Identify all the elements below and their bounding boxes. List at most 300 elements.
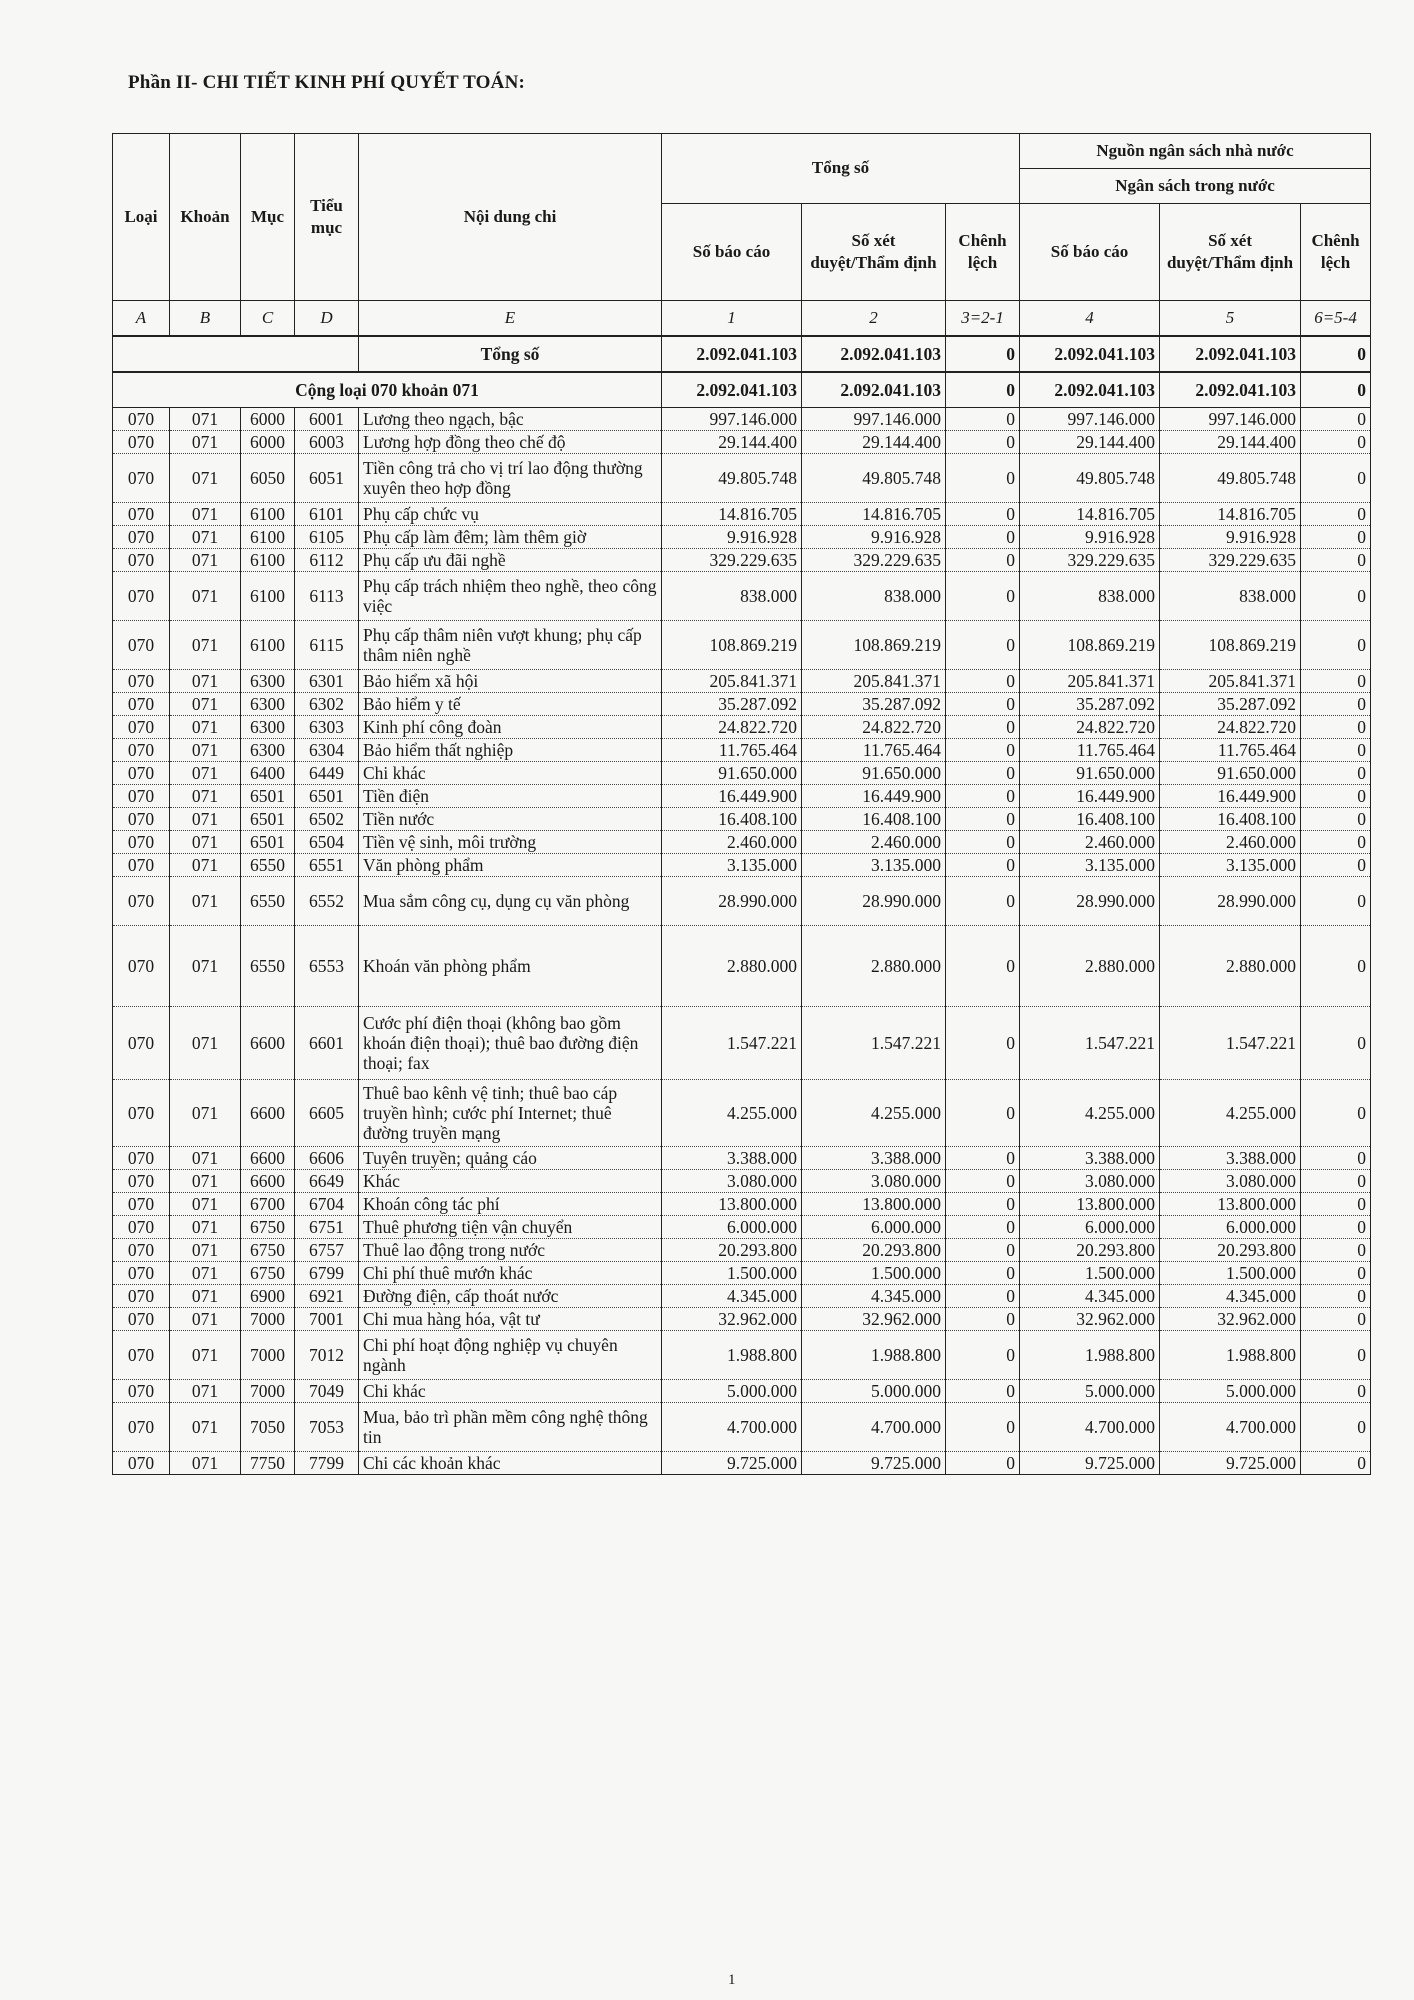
chenh-lech-cell: 0 bbox=[946, 1452, 1020, 1475]
so-bao-cao-cell: 3.080.000 bbox=[662, 1170, 802, 1193]
muc-cell: 7750 bbox=[241, 1452, 295, 1475]
so-bao-cao-cell: 4.255.000 bbox=[662, 1080, 802, 1147]
table-row bbox=[113, 1262, 1371, 1285]
tieu-muc-cell: 6003 bbox=[295, 431, 359, 454]
table-row bbox=[113, 693, 1371, 716]
subtotal-value: 0 bbox=[946, 372, 1020, 408]
chenh-lech-cell: 0 bbox=[946, 1331, 1020, 1380]
noi-dung-cell: Chi mua hàng hóa, vật tư bbox=[359, 1308, 662, 1331]
ns-so-xet-duyet-cell: 1.547.221 bbox=[1160, 1007, 1301, 1080]
ns-chenh-lech-cell: 0 bbox=[1301, 1216, 1371, 1239]
ns-chenh-lech-cell: 0 bbox=[1301, 716, 1371, 739]
muc-cell: 6550 bbox=[241, 877, 295, 926]
so-xet-duyet-cell: 4.345.000 bbox=[802, 1285, 946, 1308]
muc-cell: 6550 bbox=[241, 926, 295, 1007]
chenh-lech-cell: 0 bbox=[946, 454, 1020, 503]
ns-so-xet-duyet-cell: 1.500.000 bbox=[1160, 1262, 1301, 1285]
ns-so-bao-cao-cell: 3.388.000 bbox=[1020, 1147, 1160, 1170]
so-xet-duyet-cell: 205.841.371 bbox=[802, 670, 946, 693]
column-index: 5 bbox=[1160, 301, 1301, 337]
chenh-lech-cell: 0 bbox=[946, 572, 1020, 621]
so-xet-duyet-cell: 1.547.221 bbox=[802, 1007, 946, 1080]
ns-so-xet-duyet-cell: 5.000.000 bbox=[1160, 1380, 1301, 1403]
khoan-cell: 071 bbox=[170, 621, 241, 670]
ns-so-xet-duyet-cell: 11.765.464 bbox=[1160, 739, 1301, 762]
loai-cell: 070 bbox=[113, 1403, 170, 1452]
chenh-lech-cell: 0 bbox=[946, 1007, 1020, 1080]
column-index: 6=5-4 bbox=[1301, 301, 1371, 337]
noi-dung-cell: Lương theo ngạch, bậc bbox=[359, 408, 662, 431]
noi-dung-cell: Phụ cấp thâm niên vượt khung; phụ cấp thâm niên nghề bbox=[359, 621, 662, 670]
so-xet-duyet-cell: 20.293.800 bbox=[802, 1239, 946, 1262]
ns-so-bao-cao-cell: 28.990.000 bbox=[1020, 877, 1160, 926]
ns-chenh-lech-cell: 0 bbox=[1301, 854, 1371, 877]
ns-so-bao-cao-cell: 9.725.000 bbox=[1020, 1452, 1160, 1475]
ns-so-bao-cao-cell: 1.988.800 bbox=[1020, 1331, 1160, 1380]
so-bao-cao-cell: 91.650.000 bbox=[662, 762, 802, 785]
ns-so-xet-duyet-cell: 4.345.000 bbox=[1160, 1285, 1301, 1308]
so-bao-cao-cell: 5.000.000 bbox=[662, 1380, 802, 1403]
chenh-lech-cell: 0 bbox=[946, 1193, 1020, 1216]
ns-so-xet-duyet-cell: 16.449.900 bbox=[1160, 785, 1301, 808]
table-header bbox=[113, 134, 1371, 337]
header-ngan-sach-trong-nuoc: Ngân sách trong nước bbox=[1020, 169, 1371, 204]
ns-so-bao-cao-cell: 11.765.464 bbox=[1020, 739, 1160, 762]
khoan-cell: 071 bbox=[170, 670, 241, 693]
ns-chenh-lech-cell: 0 bbox=[1301, 1170, 1371, 1193]
ns-so-bao-cao-cell: 6.000.000 bbox=[1020, 1216, 1160, 1239]
muc-cell: 6501 bbox=[241, 808, 295, 831]
page-number: 1 bbox=[728, 1972, 736, 1988]
column-index: 1 bbox=[662, 301, 802, 337]
muc-cell: 7050 bbox=[241, 1403, 295, 1452]
so-bao-cao-cell: 1.500.000 bbox=[662, 1262, 802, 1285]
column-index: 4 bbox=[1020, 301, 1160, 337]
subtotal-row bbox=[113, 372, 1371, 408]
chenh-lech-cell: 0 bbox=[946, 408, 1020, 431]
total-value: 2.092.041.103 bbox=[1020, 336, 1160, 372]
subtotal-value: 2.092.041.103 bbox=[802, 372, 946, 408]
muc-cell: 6750 bbox=[241, 1262, 295, 1285]
ns-so-bao-cao-cell: 3.135.000 bbox=[1020, 854, 1160, 877]
header-noi-dung-chi: Nội dung chi bbox=[359, 134, 662, 301]
column-index: B bbox=[170, 301, 241, 337]
table-row bbox=[113, 1308, 1371, 1331]
khoan-cell: 071 bbox=[170, 808, 241, 831]
so-xet-duyet-cell: 14.816.705 bbox=[802, 503, 946, 526]
tieu-muc-cell: 6501 bbox=[295, 785, 359, 808]
loai-cell: 070 bbox=[113, 739, 170, 762]
column-index: 2 bbox=[802, 301, 946, 337]
table-row bbox=[113, 1452, 1371, 1475]
ns-so-xet-duyet-cell: 32.962.000 bbox=[1160, 1308, 1301, 1331]
khoan-cell: 071 bbox=[170, 1007, 241, 1080]
header-loai: Loại bbox=[113, 134, 170, 301]
noi-dung-cell: Khác bbox=[359, 1170, 662, 1193]
header-chenh-lech: Chênh lệch bbox=[1301, 204, 1371, 301]
chenh-lech-cell: 0 bbox=[946, 1308, 1020, 1331]
so-xet-duyet-cell: 2.880.000 bbox=[802, 926, 946, 1007]
tieu-muc-cell: 6051 bbox=[295, 454, 359, 503]
noi-dung-cell: Phụ cấp làm đêm; làm thêm giờ bbox=[359, 526, 662, 549]
ns-chenh-lech-cell: 0 bbox=[1301, 1285, 1371, 1308]
so-xet-duyet-cell: 108.869.219 bbox=[802, 621, 946, 670]
so-bao-cao-cell: 13.800.000 bbox=[662, 1193, 802, 1216]
ns-so-bao-cao-cell: 9.916.928 bbox=[1020, 526, 1160, 549]
ns-so-xet-duyet-cell: 205.841.371 bbox=[1160, 670, 1301, 693]
loai-cell: 070 bbox=[113, 526, 170, 549]
loai-cell: 070 bbox=[113, 808, 170, 831]
ns-so-xet-duyet-cell: 9.725.000 bbox=[1160, 1452, 1301, 1475]
khoan-cell: 071 bbox=[170, 526, 241, 549]
grand-total-label: Tổng số bbox=[359, 336, 662, 372]
khoan-cell: 071 bbox=[170, 1216, 241, 1239]
khoan-cell: 071 bbox=[170, 739, 241, 762]
table-row bbox=[113, 503, 1371, 526]
muc-cell: 7000 bbox=[241, 1331, 295, 1380]
ns-so-bao-cao-cell: 20.293.800 bbox=[1020, 1239, 1160, 1262]
loai-cell: 070 bbox=[113, 693, 170, 716]
chenh-lech-cell: 0 bbox=[946, 808, 1020, 831]
loai-cell: 070 bbox=[113, 1331, 170, 1380]
loai-cell: 070 bbox=[113, 1170, 170, 1193]
so-bao-cao-cell: 11.765.464 bbox=[662, 739, 802, 762]
table-row bbox=[113, 526, 1371, 549]
noi-dung-cell: Khoán văn phòng phẩm bbox=[359, 926, 662, 1007]
total-value: 2.092.041.103 bbox=[662, 336, 802, 372]
loai-cell: 070 bbox=[113, 572, 170, 621]
so-xet-duyet-cell: 11.765.464 bbox=[802, 739, 946, 762]
so-bao-cao-cell: 329.229.635 bbox=[662, 549, 802, 572]
noi-dung-cell: Chi các khoản khác bbox=[359, 1452, 662, 1475]
tieu-muc-cell: 6112 bbox=[295, 549, 359, 572]
tieu-muc-cell: 6105 bbox=[295, 526, 359, 549]
noi-dung-cell: Chi phí thuê mướn khác bbox=[359, 1262, 662, 1285]
muc-cell: 7000 bbox=[241, 1308, 295, 1331]
khoan-cell: 071 bbox=[170, 1452, 241, 1475]
so-xet-duyet-cell: 28.990.000 bbox=[802, 877, 946, 926]
table-row bbox=[113, 549, 1371, 572]
khoan-cell: 071 bbox=[170, 1262, 241, 1285]
so-xet-duyet-cell: 4.700.000 bbox=[802, 1403, 946, 1452]
ns-so-xet-duyet-cell: 3.135.000 bbox=[1160, 854, 1301, 877]
noi-dung-cell: Tiền vệ sinh, môi trường bbox=[359, 831, 662, 854]
loai-cell: 070 bbox=[113, 1216, 170, 1239]
settlement-table bbox=[112, 133, 1371, 1475]
loai-cell: 070 bbox=[113, 877, 170, 926]
loai-cell: 070 bbox=[113, 854, 170, 877]
so-bao-cao-cell: 1.547.221 bbox=[662, 1007, 802, 1080]
muc-cell: 6600 bbox=[241, 1170, 295, 1193]
so-bao-cao-cell: 4.345.000 bbox=[662, 1285, 802, 1308]
khoan-cell: 071 bbox=[170, 1308, 241, 1331]
ns-so-bao-cao-cell: 4.255.000 bbox=[1020, 1080, 1160, 1147]
so-bao-cao-cell: 16.449.900 bbox=[662, 785, 802, 808]
so-xet-duyet-cell: 5.000.000 bbox=[802, 1380, 946, 1403]
khoan-cell: 071 bbox=[170, 716, 241, 739]
so-xet-duyet-cell: 29.144.400 bbox=[802, 431, 946, 454]
column-index: E bbox=[359, 301, 662, 337]
chenh-lech-cell: 0 bbox=[946, 431, 1020, 454]
so-bao-cao-cell: 28.990.000 bbox=[662, 877, 802, 926]
column-index: D bbox=[295, 301, 359, 337]
ns-so-bao-cao-cell: 29.144.400 bbox=[1020, 431, 1160, 454]
table-row bbox=[113, 762, 1371, 785]
loai-cell: 070 bbox=[113, 1239, 170, 1262]
tieu-muc-cell: 6751 bbox=[295, 1216, 359, 1239]
so-xet-duyet-cell: 1.500.000 bbox=[802, 1262, 946, 1285]
muc-cell: 6300 bbox=[241, 716, 295, 739]
ns-so-xet-duyet-cell: 108.869.219 bbox=[1160, 621, 1301, 670]
ns-so-xet-duyet-cell: 49.805.748 bbox=[1160, 454, 1301, 503]
loai-cell: 070 bbox=[113, 1308, 170, 1331]
ns-chenh-lech-cell: 0 bbox=[1301, 739, 1371, 762]
chenh-lech-cell: 0 bbox=[946, 1080, 1020, 1147]
tieu-muc-cell: 6605 bbox=[295, 1080, 359, 1147]
ns-chenh-lech-cell: 0 bbox=[1301, 877, 1371, 926]
table-row bbox=[113, 1170, 1371, 1193]
noi-dung-cell: Thuê phương tiện vận chuyển bbox=[359, 1216, 662, 1239]
ns-chenh-lech-cell: 0 bbox=[1301, 621, 1371, 670]
table-row bbox=[113, 1380, 1371, 1403]
muc-cell: 6050 bbox=[241, 454, 295, 503]
ns-chenh-lech-cell: 0 bbox=[1301, 431, 1371, 454]
so-bao-cao-cell: 49.805.748 bbox=[662, 454, 802, 503]
chenh-lech-cell: 0 bbox=[946, 1216, 1020, 1239]
tieu-muc-cell: 6115 bbox=[295, 621, 359, 670]
table-row bbox=[113, 670, 1371, 693]
tieu-muc-cell: 6552 bbox=[295, 877, 359, 926]
table-row bbox=[113, 454, 1371, 503]
chenh-lech-cell: 0 bbox=[946, 716, 1020, 739]
noi-dung-cell: Tuyên truyền; quảng cáo bbox=[359, 1147, 662, 1170]
so-xet-duyet-cell: 13.800.000 bbox=[802, 1193, 946, 1216]
ns-so-xet-duyet-cell: 329.229.635 bbox=[1160, 549, 1301, 572]
noi-dung-cell: Mua sắm công cụ, dụng cụ văn phòng bbox=[359, 877, 662, 926]
so-bao-cao-cell: 32.962.000 bbox=[662, 1308, 802, 1331]
tieu-muc-cell: 7049 bbox=[295, 1380, 359, 1403]
muc-cell: 6501 bbox=[241, 785, 295, 808]
noi-dung-cell: Cước phí điện thoại (không bao gồm khoán điện thoại); thuê bao đường điện thoại; fax bbox=[359, 1007, 662, 1080]
ns-chenh-lech-cell: 0 bbox=[1301, 1262, 1371, 1285]
tieu-muc-cell: 6921 bbox=[295, 1285, 359, 1308]
chenh-lech-cell: 0 bbox=[946, 526, 1020, 549]
muc-cell: 6300 bbox=[241, 670, 295, 693]
noi-dung-cell: Phụ cấp ưu đãi nghề bbox=[359, 549, 662, 572]
total-value: 0 bbox=[946, 336, 1020, 372]
ns-so-xet-duyet-cell: 2.460.000 bbox=[1160, 831, 1301, 854]
chenh-lech-cell: 0 bbox=[946, 762, 1020, 785]
tieu-muc-cell: 6606 bbox=[295, 1147, 359, 1170]
khoan-cell: 071 bbox=[170, 854, 241, 877]
noi-dung-cell: Phụ cấp chức vụ bbox=[359, 503, 662, 526]
subtotal-value: 0 bbox=[1301, 372, 1371, 408]
noi-dung-cell: Thuê lao động trong nước bbox=[359, 1239, 662, 1262]
chenh-lech-cell: 0 bbox=[946, 621, 1020, 670]
ns-chenh-lech-cell: 0 bbox=[1301, 762, 1371, 785]
khoan-cell: 071 bbox=[170, 454, 241, 503]
ns-so-xet-duyet-cell: 20.293.800 bbox=[1160, 1239, 1301, 1262]
loai-cell: 070 bbox=[113, 549, 170, 572]
ns-chenh-lech-cell: 0 bbox=[1301, 572, 1371, 621]
table-row bbox=[113, 739, 1371, 762]
so-bao-cao-cell: 4.700.000 bbox=[662, 1403, 802, 1452]
ns-chenh-lech-cell: 0 bbox=[1301, 1193, 1371, 1216]
muc-cell: 6100 bbox=[241, 621, 295, 670]
ns-so-bao-cao-cell: 838.000 bbox=[1020, 572, 1160, 621]
header-khoan: Khoản bbox=[170, 134, 241, 301]
so-xet-duyet-cell: 35.287.092 bbox=[802, 693, 946, 716]
header-so-bao-cao: Số báo cáo bbox=[662, 204, 802, 301]
ns-so-bao-cao-cell: 4.700.000 bbox=[1020, 1403, 1160, 1452]
ns-chenh-lech-cell: 0 bbox=[1301, 1239, 1371, 1262]
so-xet-duyet-cell: 1.988.800 bbox=[802, 1331, 946, 1380]
noi-dung-cell: Mua, bảo trì phần mềm công nghệ thông tin bbox=[359, 1403, 662, 1452]
muc-cell: 6900 bbox=[241, 1285, 295, 1308]
muc-cell: 6000 bbox=[241, 408, 295, 431]
tieu-muc-cell: 6303 bbox=[295, 716, 359, 739]
subtotal-label: Cộng loại 070 khoản 071 bbox=[113, 372, 662, 408]
loai-cell: 070 bbox=[113, 1380, 170, 1403]
table-row bbox=[113, 808, 1371, 831]
chenh-lech-cell: 0 bbox=[946, 877, 1020, 926]
khoan-cell: 071 bbox=[170, 785, 241, 808]
khoan-cell: 071 bbox=[170, 831, 241, 854]
chenh-lech-cell: 0 bbox=[946, 854, 1020, 877]
chenh-lech-cell: 0 bbox=[946, 831, 1020, 854]
table-row bbox=[113, 926, 1371, 1007]
table-row bbox=[113, 1403, 1371, 1452]
ns-chenh-lech-cell: 0 bbox=[1301, 1147, 1371, 1170]
loai-cell: 070 bbox=[113, 1147, 170, 1170]
khoan-cell: 071 bbox=[170, 1285, 241, 1308]
grand-total-row bbox=[113, 336, 1371, 372]
ns-so-bao-cao-cell: 5.000.000 bbox=[1020, 1380, 1160, 1403]
ns-so-bao-cao-cell: 205.841.371 bbox=[1020, 670, 1160, 693]
so-xet-duyet-cell: 838.000 bbox=[802, 572, 946, 621]
noi-dung-cell: Đường điện, cấp thoát nước bbox=[359, 1285, 662, 1308]
loai-cell: 070 bbox=[113, 431, 170, 454]
so-xet-duyet-cell: 32.962.000 bbox=[802, 1308, 946, 1331]
total-value: 2.092.041.103 bbox=[1160, 336, 1301, 372]
noi-dung-cell: Chi khác bbox=[359, 762, 662, 785]
khoan-cell: 071 bbox=[170, 503, 241, 526]
document-title: Phần II- CHI TIẾT KINH PHÍ QUYẾT TOÁN: bbox=[128, 72, 526, 93]
loai-cell: 070 bbox=[113, 1285, 170, 1308]
ns-so-xet-duyet-cell: 91.650.000 bbox=[1160, 762, 1301, 785]
so-xet-duyet-cell: 91.650.000 bbox=[802, 762, 946, 785]
tieu-muc-cell: 6799 bbox=[295, 1262, 359, 1285]
ns-so-xet-duyet-cell: 6.000.000 bbox=[1160, 1216, 1301, 1239]
tieu-muc-cell: 6757 bbox=[295, 1239, 359, 1262]
chenh-lech-cell: 0 bbox=[946, 1239, 1020, 1262]
table-row bbox=[113, 431, 1371, 454]
table-row bbox=[113, 572, 1371, 621]
so-xet-duyet-cell: 6.000.000 bbox=[802, 1216, 946, 1239]
noi-dung-cell: Tiền nước bbox=[359, 808, 662, 831]
khoan-cell: 071 bbox=[170, 549, 241, 572]
ns-chenh-lech-cell: 0 bbox=[1301, 1452, 1371, 1475]
loai-cell: 070 bbox=[113, 621, 170, 670]
table-row bbox=[113, 1285, 1371, 1308]
chenh-lech-cell: 0 bbox=[946, 926, 1020, 1007]
muc-cell: 6000 bbox=[241, 431, 295, 454]
ns-chenh-lech-cell: 0 bbox=[1301, 831, 1371, 854]
khoan-cell: 071 bbox=[170, 877, 241, 926]
table-row bbox=[113, 1331, 1371, 1380]
ns-chenh-lech-cell: 0 bbox=[1301, 1308, 1371, 1331]
tieu-muc-cell: 6449 bbox=[295, 762, 359, 785]
ns-chenh-lech-cell: 0 bbox=[1301, 693, 1371, 716]
so-bao-cao-cell: 9.725.000 bbox=[662, 1452, 802, 1475]
ns-so-bao-cao-cell: 997.146.000 bbox=[1020, 408, 1160, 431]
header-so-bao-cao: Số báo cáo bbox=[1020, 204, 1160, 301]
column-index-row bbox=[113, 301, 1371, 337]
so-xet-duyet-cell: 3.135.000 bbox=[802, 854, 946, 877]
so-bao-cao-cell: 24.822.720 bbox=[662, 716, 802, 739]
ns-so-xet-duyet-cell: 838.000 bbox=[1160, 572, 1301, 621]
header-so-xet-duyet: Số xét duyệt/Thẩm định bbox=[1160, 204, 1301, 301]
tieu-muc-cell: 6504 bbox=[295, 831, 359, 854]
muc-cell: 6750 bbox=[241, 1239, 295, 1262]
header-tieu-muc: Tiểu mục bbox=[295, 134, 359, 301]
ns-so-bao-cao-cell: 4.345.000 bbox=[1020, 1285, 1160, 1308]
chenh-lech-cell: 0 bbox=[946, 739, 1020, 762]
tieu-muc-cell: 6649 bbox=[295, 1170, 359, 1193]
loai-cell: 070 bbox=[113, 454, 170, 503]
ns-chenh-lech-cell: 0 bbox=[1301, 454, 1371, 503]
ns-so-bao-cao-cell: 2.880.000 bbox=[1020, 926, 1160, 1007]
tieu-muc-cell: 7799 bbox=[295, 1452, 359, 1475]
ns-chenh-lech-cell: 0 bbox=[1301, 926, 1371, 1007]
loai-cell: 070 bbox=[113, 831, 170, 854]
table-row bbox=[113, 621, 1371, 670]
so-bao-cao-cell: 3.388.000 bbox=[662, 1147, 802, 1170]
noi-dung-cell: Tiền công trả cho vị trí lao động thường xuyên theo hợp đồng bbox=[359, 454, 662, 503]
column-index: A bbox=[113, 301, 170, 337]
so-bao-cao-cell: 3.135.000 bbox=[662, 854, 802, 877]
muc-cell: 6300 bbox=[241, 693, 295, 716]
tieu-muc-cell: 6601 bbox=[295, 1007, 359, 1080]
loai-cell: 070 bbox=[113, 1080, 170, 1147]
so-xet-duyet-cell: 16.449.900 bbox=[802, 785, 946, 808]
khoan-cell: 071 bbox=[170, 1147, 241, 1170]
table-row bbox=[113, 877, 1371, 926]
noi-dung-cell: Lương hợp đồng theo chế độ bbox=[359, 431, 662, 454]
so-bao-cao-cell: 1.988.800 bbox=[662, 1331, 802, 1380]
noi-dung-cell: Bảo hiểm thất nghiệp bbox=[359, 739, 662, 762]
ns-so-bao-cao-cell: 108.869.219 bbox=[1020, 621, 1160, 670]
table-row bbox=[113, 854, 1371, 877]
ns-so-bao-cao-cell: 16.408.100 bbox=[1020, 808, 1160, 831]
so-bao-cao-cell: 838.000 bbox=[662, 572, 802, 621]
subtotal-value: 2.092.041.103 bbox=[1160, 372, 1301, 408]
so-bao-cao-cell: 6.000.000 bbox=[662, 1216, 802, 1239]
tieu-muc-cell: 6302 bbox=[295, 693, 359, 716]
khoan-cell: 071 bbox=[170, 1331, 241, 1380]
table-row bbox=[113, 1239, 1371, 1262]
so-xet-duyet-cell: 49.805.748 bbox=[802, 454, 946, 503]
ns-so-bao-cao-cell: 24.822.720 bbox=[1020, 716, 1160, 739]
header-nguon-ngan-sach: Nguồn ngân sách nhà nước bbox=[1020, 134, 1371, 169]
muc-cell: 6700 bbox=[241, 1193, 295, 1216]
so-bao-cao-cell: 205.841.371 bbox=[662, 670, 802, 693]
header-chenh-lech: Chênh lệch bbox=[946, 204, 1020, 301]
so-bao-cao-cell: 997.146.000 bbox=[662, 408, 802, 431]
ns-so-xet-duyet-cell: 29.144.400 bbox=[1160, 431, 1301, 454]
ns-so-bao-cao-cell: 91.650.000 bbox=[1020, 762, 1160, 785]
loai-cell: 070 bbox=[113, 716, 170, 739]
